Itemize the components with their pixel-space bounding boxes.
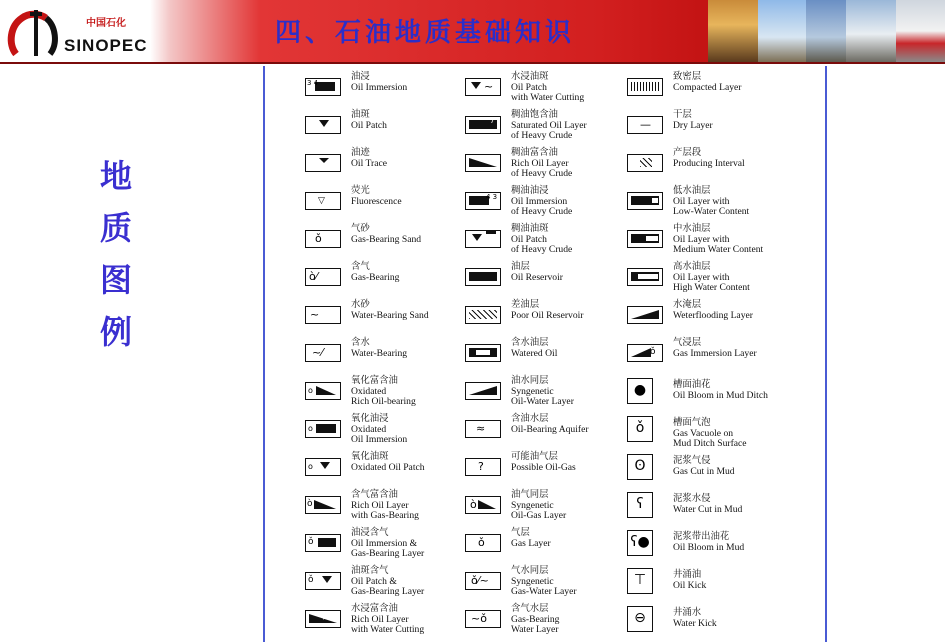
legend-en-label: Oil Patch & Gas-Bearing Layer xyxy=(351,575,425,598)
legend-en-label: Oil Layer with Medium Water Content xyxy=(673,233,764,256)
header-photo-strip xyxy=(708,0,945,62)
legend-en-label: Syngenetic Oil-Water Layer xyxy=(511,385,574,408)
legend-item xyxy=(465,110,640,146)
side-char: 质 xyxy=(99,209,132,247)
legend-en-label: Gas Vacuole on Mud Ditch Surface xyxy=(673,427,747,450)
legend-en-label: Oil Layer with Low-Water Content xyxy=(673,195,750,218)
legend-cn-label: 井涌油 xyxy=(673,569,702,580)
sinopec-logo xyxy=(6,4,156,60)
legend-item xyxy=(305,72,480,108)
legend-cn-label: 致密层 xyxy=(673,71,702,82)
legend-cn-label: 含水油层 xyxy=(511,337,549,348)
legend-item xyxy=(465,300,640,336)
legend-item xyxy=(465,452,640,488)
legend-item xyxy=(305,376,480,412)
legend-item xyxy=(627,338,802,374)
legend-cn-label: 槽面气泡 xyxy=(673,417,711,428)
legend-item xyxy=(465,262,640,298)
legend-cn-label: 稠油油浸 xyxy=(511,185,549,196)
legend-cn-label: 气浸层 xyxy=(673,337,702,348)
legend-cn-label: 油斑 xyxy=(351,109,370,120)
legend-en-label: Gas Layer xyxy=(511,537,551,549)
oxidated-oil-patch-symbol: o xyxy=(305,458,341,476)
legend-cn-label: 含气水层 xyxy=(511,603,549,614)
watered-oil-symbol xyxy=(465,344,501,362)
legend-cn-label: 氧化油浸 xyxy=(351,413,389,424)
legend-cn-label: 水淹层 xyxy=(673,299,702,310)
legend-en-label: Oil Trace xyxy=(351,157,387,169)
legend-en-label: Dry Layer xyxy=(673,119,713,131)
gas-water-layer-symbol: ǒ⁄~ xyxy=(465,572,501,590)
legend-item xyxy=(627,300,802,336)
immersion-heavy-crude-symbol: 4 3 xyxy=(465,192,501,210)
legend-en-label: Oxidated Oil Patch xyxy=(351,461,425,473)
oxidated-oil-immersion-symbol: o xyxy=(305,420,341,438)
legend-en-label: Oil Patch with Water Cutting xyxy=(511,81,585,104)
legend-en-label: Oil Immersion xyxy=(351,81,408,93)
legend-cn-label: 含水 xyxy=(351,337,370,348)
legend-en-label: Oil Bloom in Mud xyxy=(673,541,745,553)
legend-en-label: Oil Reservoir xyxy=(511,271,563,283)
legend-item xyxy=(627,528,802,564)
legend-item xyxy=(305,414,480,450)
gas-cut-mud-symbol: ʘ xyxy=(627,454,653,480)
legend-cn-label: 中水油层 xyxy=(673,223,711,234)
legend-item xyxy=(465,148,640,184)
legend-item xyxy=(305,110,480,146)
legend-en-label: Water-Bearing xyxy=(351,347,408,359)
gas-immersion-layer-symbol: ǒ xyxy=(627,344,663,362)
logo-wordmark: SINOPEC xyxy=(64,36,148,55)
side-char: 地 xyxy=(99,157,132,195)
gas-sand-symbol: ǒ xyxy=(305,230,341,248)
legend-cn-label: 油水同层 xyxy=(511,375,549,386)
legend-en-label: Saturated Oil Layer of Heavy Crude xyxy=(511,119,587,142)
legend-cn-label: 井涌水 xyxy=(673,607,702,618)
sinopec-emblem-icon xyxy=(6,4,66,60)
oil-patch-gas-symbol: ǒ xyxy=(305,572,341,590)
legend-item xyxy=(305,452,480,488)
rich-oil-gas-symbol: ò xyxy=(305,496,341,514)
oil-bearing-aquifer-symbol: ≈ xyxy=(465,420,501,438)
legend-en-label: Oil Bloom in Mud Ditch xyxy=(673,389,768,401)
legend-item xyxy=(305,300,480,336)
legend-cn-label: 差油层 xyxy=(511,299,540,310)
oil-gas-layer-symbol: ò xyxy=(465,496,501,514)
water-bearing-symbol: ~⁄ xyxy=(305,344,341,362)
legend-item xyxy=(305,338,480,374)
legend-cn-label: 水砂 xyxy=(351,299,370,310)
oil-bloom-ditch-symbol: ● xyxy=(627,378,653,404)
legend-cn-label: 泥浆气侵 xyxy=(673,455,711,466)
poor-oil-reservoir-symbol xyxy=(465,306,501,324)
legend-en-label: Oil Kick xyxy=(673,579,707,591)
possible-oil-gas-symbol: ? xyxy=(465,458,501,476)
legend-en-label: Gas Immersion Layer xyxy=(673,347,757,359)
legend-cn-label: 可能油气层 xyxy=(511,451,558,462)
water-cut-mud-symbol: ʕ xyxy=(627,492,653,518)
side-label xyxy=(96,150,136,358)
legend-cn-label: 低水油层 xyxy=(673,185,711,196)
legend-item xyxy=(305,604,480,640)
water-sand-symbol: ~ xyxy=(305,306,341,324)
legend-item xyxy=(305,186,480,222)
legend-item xyxy=(627,452,802,488)
legend-cn-label: 稠油富含油 xyxy=(511,147,558,158)
legend-en-label: Oil Immersion & Gas-Bearing Layer xyxy=(351,537,425,560)
oil-bloom-mud-symbol: ʕ● xyxy=(627,530,653,556)
legend-en-label: Gas-Bearing xyxy=(351,271,400,283)
legend-cn-label: 油斑含气 xyxy=(351,565,389,576)
legend-cn-label: 槽面油花 xyxy=(673,379,711,390)
legend-cn-label: 气砂 xyxy=(351,223,370,234)
legend-item xyxy=(627,376,802,412)
legend-item xyxy=(465,604,640,640)
water-kick-symbol: ⊖ xyxy=(627,606,653,632)
legend-cn-label: 气水同层 xyxy=(511,565,549,576)
drilling-rig-photo xyxy=(758,0,806,62)
legend-en-label: Oil-Bearing Aquifer xyxy=(511,423,589,435)
legend-en-label: Gas-Bearing Sand xyxy=(351,233,422,245)
legend-cn-label: 泥浆水侵 xyxy=(673,493,711,504)
header-banner xyxy=(0,0,945,64)
legend-cn-label: 泥浆带出油花 xyxy=(673,531,730,542)
legend-cn-label: 高水油层 xyxy=(673,261,711,272)
legend-item xyxy=(465,186,640,222)
legend-cn-label: 油层 xyxy=(511,261,530,272)
oil-patch-water-symbol: ~ xyxy=(465,78,501,96)
legend-en-label: Possible Oil-Gas xyxy=(511,461,576,473)
legend-item xyxy=(305,490,480,526)
legend-cn-label: 稠油油斑 xyxy=(511,223,549,234)
legend-cn-label: 产层段 xyxy=(673,147,702,158)
oil-kick-symbol: ⊤ xyxy=(627,568,653,594)
legend-cn-label: 含油水层 xyxy=(511,413,549,424)
legend-cn-label: 含气富含油 xyxy=(351,489,398,500)
gas-station-photo xyxy=(896,0,945,62)
legend-item xyxy=(627,414,802,450)
legend-item xyxy=(465,490,640,526)
legend-cn-label: 含气 xyxy=(351,261,370,272)
legend-en-label: Gas Cut in Mud xyxy=(673,465,735,477)
legend-en-label: Oil Patch xyxy=(351,119,387,131)
legend-item xyxy=(627,148,802,184)
legend-en-label: Oil Patch of Heavy Crude xyxy=(511,233,573,256)
legend-item xyxy=(627,566,802,602)
logo-chinese-name: 中国石化 xyxy=(86,18,126,29)
legend-item xyxy=(627,490,802,526)
legend-item xyxy=(305,566,480,602)
legend-en-label: Oxidated Oil Immersion xyxy=(351,423,408,446)
oil-patch-symbol xyxy=(305,116,341,134)
storage-sphere-photo xyxy=(846,0,896,62)
legend-item xyxy=(627,186,802,222)
legend-cn-label: 油迹 xyxy=(351,147,370,158)
saturated-heavy-crude-symbol: 7 xyxy=(465,116,501,134)
oil-water-layer-symbol xyxy=(465,382,501,400)
low-water-oil-symbol xyxy=(627,192,663,210)
legend-en-label: Oil Layer with High Water Content xyxy=(673,271,750,294)
legend-cn-label: 气层 xyxy=(511,527,530,538)
legend-en-label: Fluorescence xyxy=(351,195,402,207)
legend-en-label: Weterflooding Layer xyxy=(673,309,753,321)
legend-en-label: Poor Oil Reservoir xyxy=(511,309,584,321)
legend-en-label: Oxidated Rich Oil-bearing xyxy=(351,385,416,408)
compacted-layer-symbol xyxy=(627,78,663,96)
legend-en-label: Water-Bearing Sand xyxy=(351,309,429,321)
oxidated-rich-oil-symbol: o xyxy=(305,382,341,400)
legend-cn-label: 水浸油斑 xyxy=(511,71,549,82)
legend-item xyxy=(627,604,802,640)
legend-item xyxy=(465,414,640,450)
legend-en-label: Watered Oil xyxy=(511,347,558,359)
legend-en-label: Producing Interval xyxy=(673,157,745,169)
oil-pump-photo xyxy=(708,0,758,62)
medium-water-oil-symbol xyxy=(627,230,663,248)
waterflooding-layer-symbol xyxy=(627,306,663,324)
legend-cn-label: 油浸 xyxy=(351,71,370,82)
producing-interval-symbol xyxy=(627,154,663,172)
legend-item xyxy=(305,528,480,564)
page-title: 四、石油地质基础知识 xyxy=(275,18,576,48)
side-char: 例 xyxy=(99,313,132,351)
legend-en-label: Oil Immersion of Heavy Crude xyxy=(511,195,573,218)
gas-vacuole-symbol: ǒ xyxy=(627,416,653,442)
legend-en-label: Rich Oil Layer with Water Cutting xyxy=(351,613,425,636)
legend-panel xyxy=(263,66,827,642)
patch-heavy-crude-symbol xyxy=(465,230,501,248)
legend-cn-label: 油浸含气 xyxy=(351,527,389,538)
side-char: 图 xyxy=(99,261,132,299)
legend-item xyxy=(627,72,802,108)
high-water-oil-symbol xyxy=(627,268,663,286)
gas-bearing-symbol: ò⁄ xyxy=(305,268,341,286)
legend-en-label: Compacted Layer xyxy=(673,81,742,93)
legend-item xyxy=(627,110,802,146)
legend-en-label: Syngenetic Oil-Gas Layer xyxy=(511,499,567,522)
legend-cn-label: 荧光 xyxy=(351,185,370,196)
legend-en-label: Water Cut in Mud xyxy=(673,503,743,515)
legend-item xyxy=(627,224,802,260)
legend-cn-label: 干层 xyxy=(673,109,692,120)
legend-cn-label: 油气同层 xyxy=(511,489,549,500)
legend-en-label: Water Kick xyxy=(673,617,717,629)
legend-item xyxy=(465,566,640,602)
legend-item xyxy=(465,376,640,412)
rich-heavy-crude-symbol xyxy=(465,154,501,172)
legend-item xyxy=(465,528,640,564)
legend-item xyxy=(465,72,640,108)
legend-en-label: Rich Oil Layer with Gas-Bearing xyxy=(351,499,419,522)
dry-layer-symbol: — xyxy=(627,116,663,134)
oil-immersion-gas-symbol: ǒ xyxy=(305,534,341,552)
legend-item xyxy=(465,224,640,260)
legend-item xyxy=(305,148,480,184)
legend-item xyxy=(627,262,802,298)
oil-trace-symbol xyxy=(305,154,341,172)
header-divider xyxy=(0,62,945,64)
gas-bearing-water-symbol: ~ǒ xyxy=(465,610,501,628)
legend-en-label: Gas-Bearing Water Layer xyxy=(511,613,560,636)
oil-reservoir-symbol xyxy=(465,268,501,286)
legend-item xyxy=(465,338,640,374)
legend-en-label: Syngenetic Gas-Water Layer xyxy=(511,575,577,598)
legend-cn-label: 水浸富含油 xyxy=(351,603,398,614)
legend-en-label: Rich Oil Layer of Heavy Crude xyxy=(511,157,573,180)
legend-item xyxy=(305,224,480,260)
fluorescence-symbol: ▽ xyxy=(305,192,341,210)
legend-cn-label: 氧化油斑 xyxy=(351,451,389,462)
rich-oil-water-symbol: ~ xyxy=(305,610,341,628)
legend-cn-label: 氧化富含油 xyxy=(351,375,398,386)
legend-item xyxy=(305,262,480,298)
oil-immersion-symbol: 3 4 xyxy=(305,78,341,96)
legend-cn-label: 稠油饱含油 xyxy=(511,109,558,120)
gas-layer-symbol: ǒ xyxy=(465,534,501,552)
refinery-tower-photo xyxy=(806,0,846,62)
